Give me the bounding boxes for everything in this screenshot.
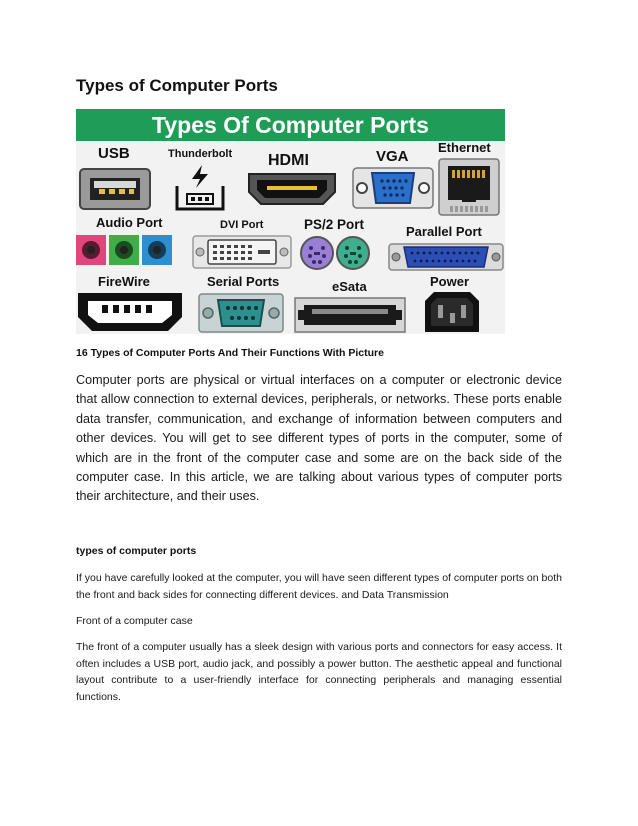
intro-paragraph: Computer ports are physical or virtual interfaces on a computer or electronic device that allow connection to external devices, peripherals, or networks. These ports enable data transfer, communication, and exchange of information between computers and other devices. You will get to see different types of ports in the computer, some of which are in the front of the computer case and some are on the back side of the computer case. In this article, we are talking about various types of computer ports their architecture, and their uses. <box>76 373 562 504</box>
power-port-icon <box>424 291 480 333</box>
paragraph-ports-overview: If you have carefully looked at the computer, you will have seen different types of computer ports on both the front and back sides for connecting different devices. and Data Transmission <box>76 572 562 601</box>
port-label-dvi: DVI Port <box>220 219 264 231</box>
port-label-hdmi: HDMI <box>268 152 309 169</box>
firewire-port-icon <box>76 291 184 333</box>
hdmi-port-icon <box>246 171 338 207</box>
esata-port-icon <box>294 297 406 333</box>
page-title: Types of Computer Ports <box>76 76 278 95</box>
serial-port-icon <box>198 293 284 333</box>
paragraph-front-case-description: The front of a computer usually has a sleek design with various ports and connectors for easy access. It often includes a USB port, audio jack, and possibly a power button. The aesthetic appeal and functional layout contribute to a user-friendly interface for connecting peripherals and managing essential functions. <box>76 641 562 703</box>
audio-port-icon <box>76 233 174 267</box>
port-label-audio: Audio Port <box>96 215 163 230</box>
port-label-power: Power <box>430 274 470 289</box>
port-label-ps2: PS/2 Port <box>304 217 365 232</box>
parallel-port-icon <box>388 243 504 271</box>
port-label-ethernet: Ethernet <box>438 140 491 155</box>
port-label-serial: Serial Ports <box>207 274 280 289</box>
dvi-port-icon <box>192 235 292 269</box>
port-label-vga: VGA <box>376 148 409 165</box>
paragraph-front-case-heading: Front of a computer case <box>76 615 193 627</box>
figure-banner: Types Of Computer Ports <box>76 109 505 141</box>
port-label-esata: eSata <box>332 279 367 294</box>
port-label-thunderbolt: Thunderbolt <box>168 148 233 160</box>
ports-figure <box>76 109 505 334</box>
figure-caption: 16 Types of Computer Ports And Their Functions With Picture <box>76 347 384 359</box>
ethernet-port-icon <box>438 158 500 216</box>
ps2-port-icon <box>300 235 372 271</box>
vga-port-icon <box>352 165 434 211</box>
port-label-firewire: FireWire <box>98 274 150 289</box>
thunderbolt-port-icon <box>172 164 228 214</box>
section-heading: types of computer ports <box>76 545 197 557</box>
port-label-parallel: Parallel Port <box>406 224 482 239</box>
usb-port-icon <box>78 165 152 213</box>
port-label-usb: USB <box>98 145 130 162</box>
